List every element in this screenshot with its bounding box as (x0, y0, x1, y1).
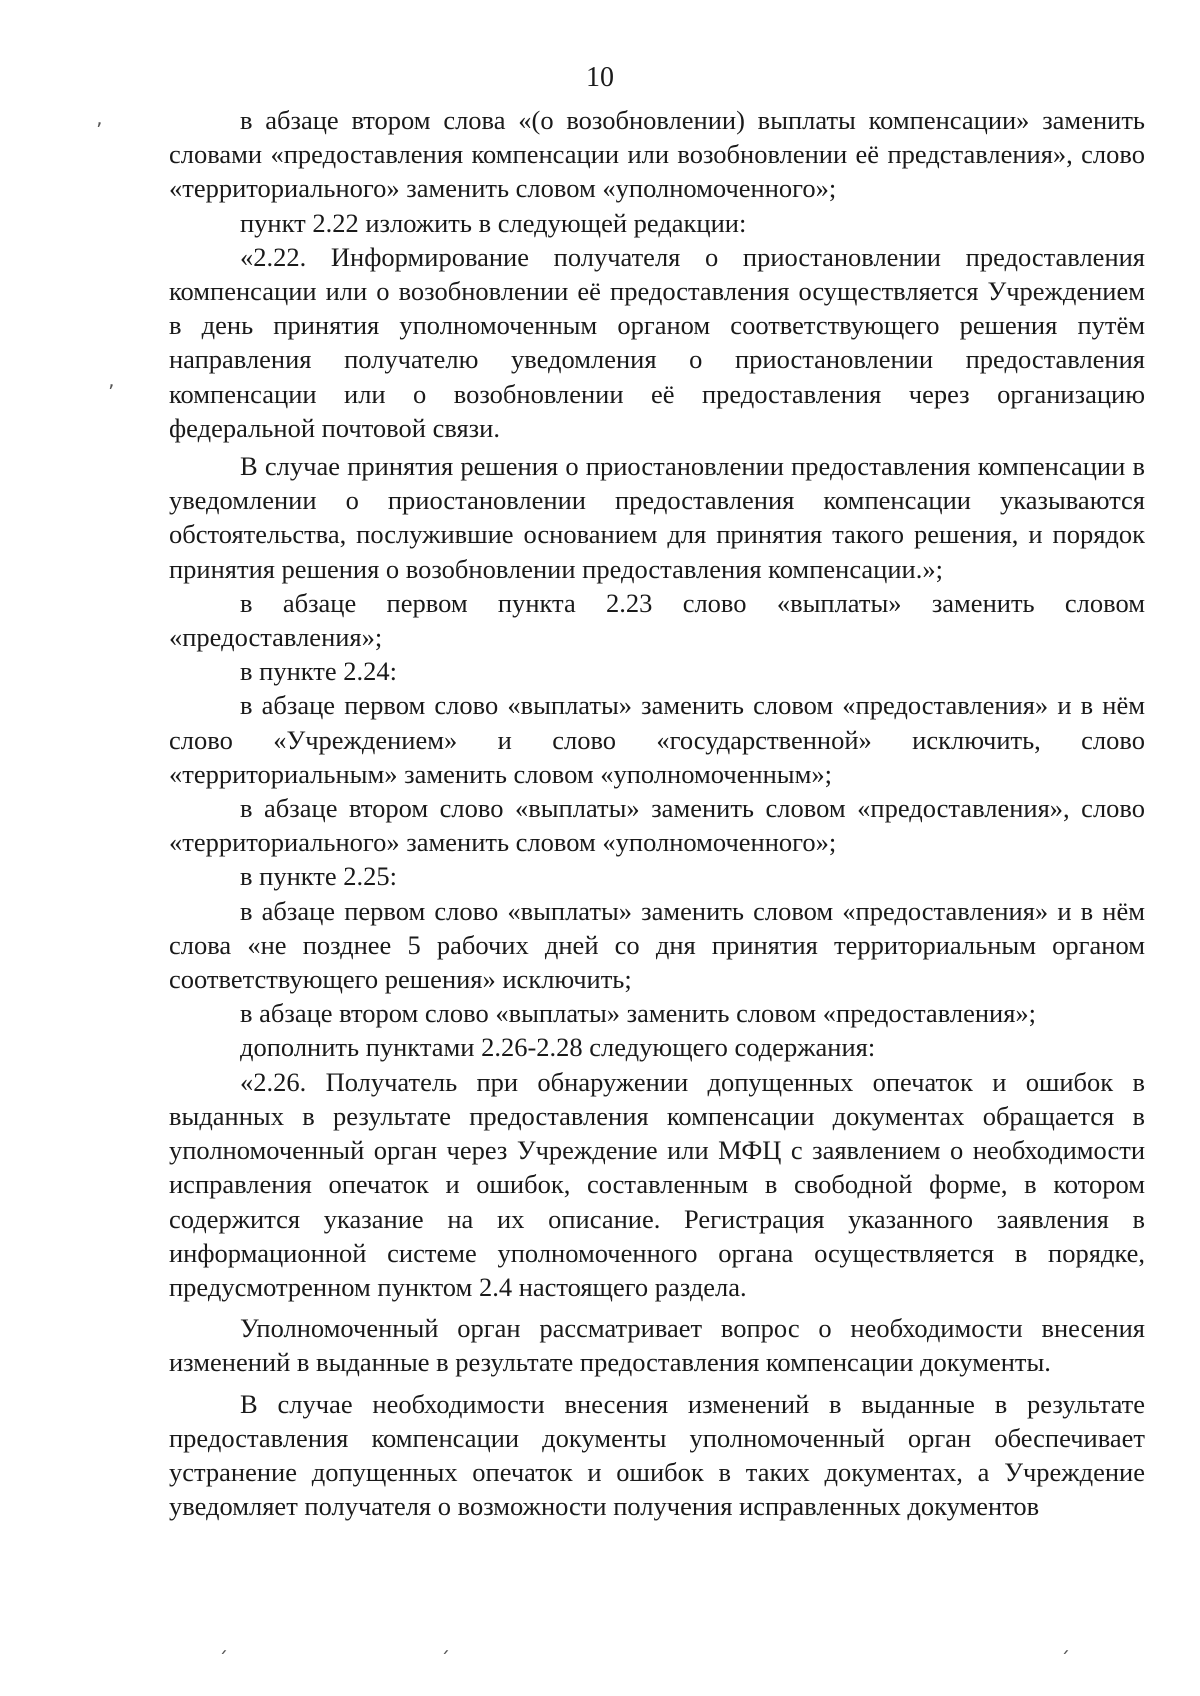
paragraph-9: в пункте 2.25: (240, 861, 397, 892)
paragraph-12: дополнить пунктами 2.26-2.28 следующего содержания: (240, 1032, 876, 1063)
paragraph-3: «2.22. Информирование получателя о приостановлении предоставления компенсации или о возобновлении её предоставления осуществляется Учреждением в день принятия уполномоченным органом соответствующего решения путём направления получателю уведомления о приостановлении предоставления компенсации или о возобновлении её предоставления через организацию федеральной почтовой связи. (169, 241, 1145, 443)
paragraph-11: в абзаце втором слово «выплаты» заменить словом «предоставления»; (240, 998, 1037, 1029)
paragraph-8: в абзаце втором слово «выплаты» заменить словом «предоставления», слово «территориального» заменить словом «уполномоченного»; (169, 793, 1145, 858)
paragraph-2: пункт 2.22 изложить в следующей редакции: (240, 207, 747, 238)
scan-mark: ʼ (108, 380, 115, 404)
paragraph-1: в абзаце втором слова «(о возобновлении) выплаты компенсации» заменить словами «предоставления компенсации или возобновлении её представления», слово «территориального» заменить словом «уполномоченного»; (169, 105, 1145, 204)
paragraph-14: Уполномоченный орган рассматривает вопрос о необходимости внесения изменений в выданные в результате предоставления компенсации документы. (169, 1313, 1145, 1378)
paragraph-6: в пункте 2.24: (240, 656, 397, 687)
paragraph-7: в абзаце первом слово «выплаты» заменить словом «предоставления» и в нём слово «Учреждением» и слово «государственной» исключить, слово «территориальным» заменить словом «уполномоченным»; (169, 690, 1145, 789)
page-number: 10 (586, 62, 614, 93)
scan-mark: ʼ (96, 118, 103, 142)
scan-mark: ˏ (440, 1630, 450, 1654)
paragraph-13: «2.26. Получатель при обнаружении допущенных опечаток и ошибок в выданных в результате предоставления компенсации документах обращается в уполномоченный орган через Учреждение или МФЦ с заявлением о необходимости исправления опечаток и ошибок, составленным в свободной форме, в котором содержится указание на их описание. Регистрация указанного заявления в информационной системе уполномоченного органа осуществляется в порядке, предусмотренном пунктом 2.4 настоящего раздела. (169, 1066, 1145, 1302)
paragraph-10: в абзаце первом слово «выплаты» заменить словом «предоставления» и в нём слова «не позднее 5 рабочих дней со дня принятия территориальным органом соответствующего решения» исключить; (169, 895, 1145, 995)
document-body (169, 103, 1145, 1523)
paragraph-4: В случае принятия решения о приостановлении предоставления компенсации в уведомлении о приостановлении предоставления компенсации указываются обстоятельства, послужившие основанием для принятия такого решения, и порядок принятия решения о возобновлении предоставления компенсации.»; (169, 451, 1145, 584)
scan-mark: ˏ (218, 1630, 228, 1654)
paragraph-15: В случае необходимости внесения изменений в выданные в результате предоставления компенсации документы уполномоченный орган обеспечивает устранение допущенных опечаток и ошибок в таких документах, а Учреждение уведомляет получателя о возможности получения исправленных документов (169, 1388, 1145, 1522)
scan-mark: ˏ (1060, 1630, 1070, 1654)
paragraph-5: в абзаце первом пункта 2.23 слово «выплаты» заменить словом «предоставления»; (169, 587, 1145, 653)
